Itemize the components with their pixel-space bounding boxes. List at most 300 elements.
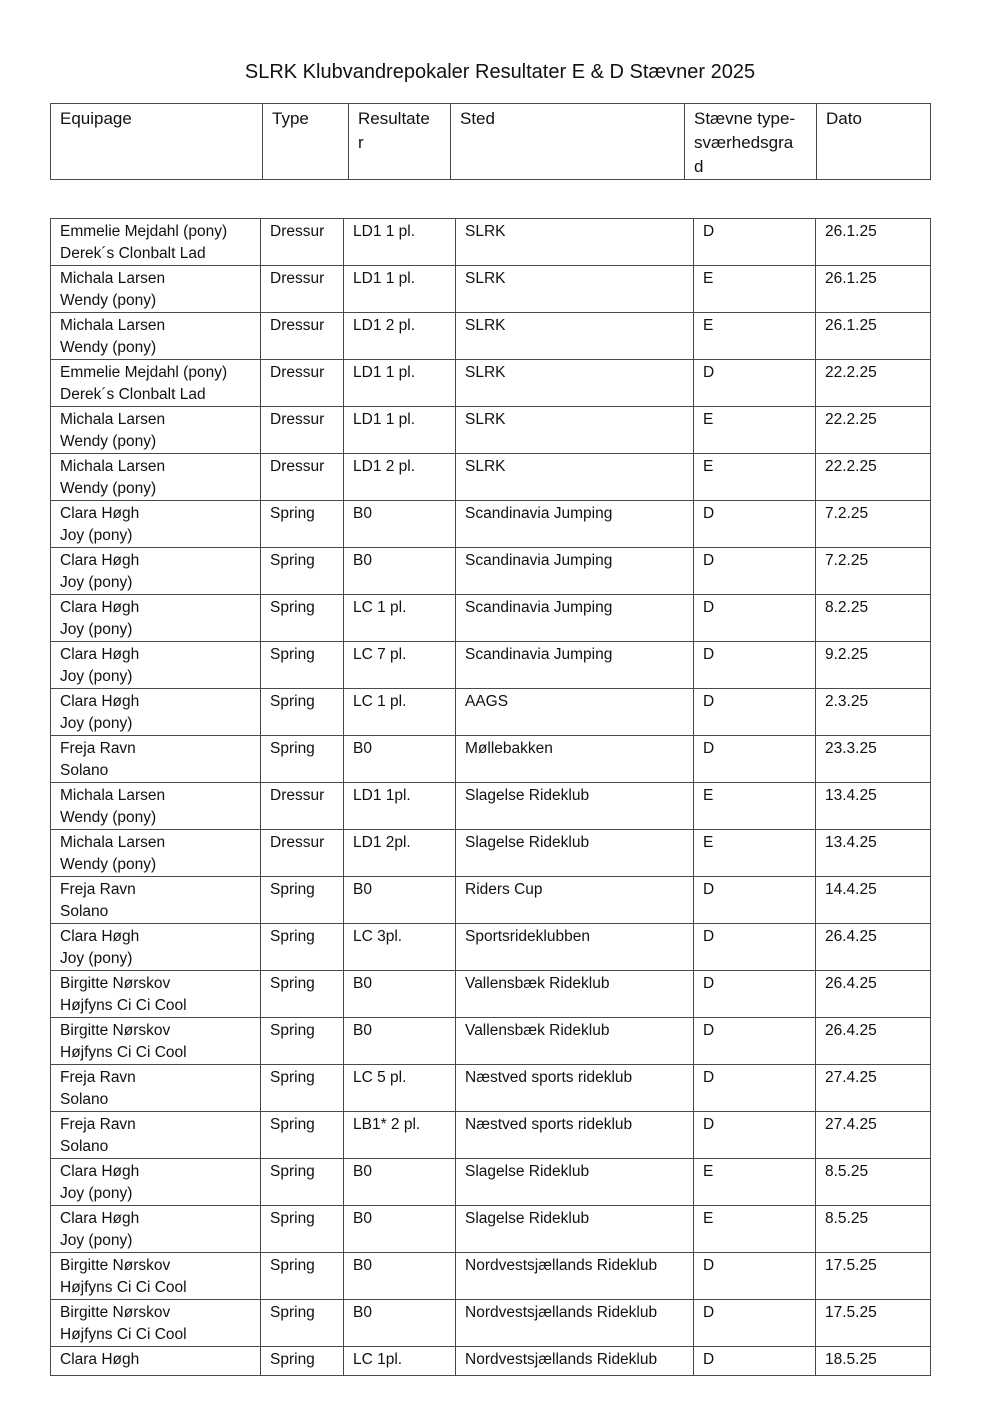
type-cell [261, 266, 344, 313]
horse-name: Højfyns Ci Ci Cool [60, 1044, 187, 1061]
grade-value: E [703, 787, 714, 804]
header-staevne-line2: sværhedsgra [694, 133, 794, 152]
table-row [51, 736, 931, 783]
sted-cell [456, 783, 694, 830]
sted-cell [456, 407, 694, 454]
dato-cell [816, 736, 931, 783]
type-value: Spring [270, 599, 315, 616]
rider-name: Emmelie Mejdahl (pony) [60, 223, 228, 240]
equipage-cell [51, 595, 261, 642]
grade-value: E [703, 411, 714, 428]
table-row [51, 313, 931, 360]
result-value: LC 1 pl. [353, 693, 407, 710]
sted-cell [456, 313, 694, 360]
horse-name: Wendy (pony) [60, 339, 157, 356]
grade-cell [694, 736, 816, 783]
page-title: SLRK Klubvandrepokaler Resultater E & D Stævner 2025 [244, 61, 756, 83]
grade-cell [694, 313, 816, 360]
table-row [51, 1018, 931, 1065]
dato-value: 27.4.25 [825, 1069, 877, 1086]
sted-cell [456, 454, 694, 501]
dato-value: 22.2.25 [825, 411, 877, 428]
horse-name: Joy (pony) [60, 574, 133, 591]
sted-value: Næstved sports rideklub [465, 1116, 633, 1133]
horse-name: Wendy (pony) [60, 433, 157, 450]
sted-value: Slagelse Rideklub [465, 787, 590, 804]
dato-value: 17.5.25 [825, 1257, 877, 1274]
dato-cell [816, 1112, 931, 1159]
horse-name: Joy (pony) [60, 715, 133, 732]
type-cell [261, 642, 344, 689]
type-value: Spring [270, 1163, 315, 1180]
result-cell [344, 1300, 456, 1347]
grade-cell [694, 407, 816, 454]
type-cell [261, 1018, 344, 1065]
table-row [51, 595, 931, 642]
header-equipage [51, 104, 263, 180]
dato-cell [816, 830, 931, 877]
grade-value: E [703, 317, 714, 334]
type-cell [261, 595, 344, 642]
sted-cell [456, 1018, 694, 1065]
grade-value: E [703, 834, 714, 851]
horse-name: Solano [60, 1138, 109, 1155]
type-cell [261, 689, 344, 736]
equipage-cell [51, 548, 261, 595]
grade-value: D [703, 1022, 715, 1039]
equipage-cell [51, 454, 261, 501]
result-value: LC 1 pl. [353, 599, 407, 616]
result-cell [344, 407, 456, 454]
grade-cell [694, 1253, 816, 1300]
equipage-cell [51, 1112, 261, 1159]
result-value: B0 [353, 1210, 372, 1227]
type-cell [261, 830, 344, 877]
header-sted [451, 104, 685, 180]
table-row [51, 548, 931, 595]
dato-value: 26.1.25 [825, 317, 877, 334]
result-value: B0 [353, 975, 372, 992]
dato-value: 9.2.25 [825, 646, 869, 663]
type-value: Spring [270, 740, 315, 757]
grade-value: D [703, 505, 715, 522]
equipage-cell [51, 971, 261, 1018]
grade-cell [694, 830, 816, 877]
type-cell [261, 924, 344, 971]
equipage-cell [51, 1300, 261, 1347]
header-staevne-line3: d [694, 157, 704, 176]
dato-cell [816, 454, 931, 501]
horse-name: Wendy (pony) [60, 480, 157, 497]
grade-value: D [703, 975, 715, 992]
type-cell [261, 454, 344, 501]
dato-cell [816, 548, 931, 595]
result-value: LC 1pl. [353, 1351, 403, 1368]
table-row [51, 407, 931, 454]
sted-value: Sportsrideklubben [465, 928, 590, 945]
sted-value: Slagelse Rideklub [465, 1163, 590, 1180]
horse-name: Joy (pony) [60, 621, 133, 638]
grade-value: D [703, 1304, 715, 1321]
grade-value: E [703, 458, 714, 475]
dato-cell [816, 1159, 931, 1206]
horse-name: Joy (pony) [60, 1232, 133, 1249]
sted-cell [456, 1253, 694, 1300]
sted-cell [456, 501, 694, 548]
result-value: LD1 1 pl. [353, 364, 416, 381]
grade-cell [694, 1206, 816, 1253]
rider-name: Clara Høgh [60, 928, 140, 945]
type-cell [261, 736, 344, 783]
dato-cell [816, 642, 931, 689]
table-row [51, 360, 931, 407]
table-row [51, 1253, 931, 1300]
equipage-cell [51, 501, 261, 548]
sted-value: Nordvestsjællands Rideklub [465, 1351, 658, 1368]
type-cell [261, 407, 344, 454]
table-row [51, 1300, 931, 1347]
table-row [51, 1065, 931, 1112]
sted-cell [456, 219, 694, 266]
sted-value: Scandinavia Jumping [465, 646, 613, 663]
sted-value: Vallensbæk Rideklub [465, 975, 610, 992]
grade-value: D [703, 928, 715, 945]
sted-cell [456, 595, 694, 642]
grade-cell [694, 1112, 816, 1159]
type-value: Spring [270, 1257, 315, 1274]
rider-name: Michala Larsen [60, 834, 166, 851]
type-cell [261, 1065, 344, 1112]
rider-name: Freja Ravn [60, 1116, 136, 1133]
table-row [51, 219, 931, 266]
dato-cell [816, 924, 931, 971]
type-value: Spring [270, 1351, 315, 1368]
type-cell [261, 877, 344, 924]
grade-cell [694, 1300, 816, 1347]
dato-value: 8.5.25 [825, 1210, 869, 1227]
type-cell [261, 313, 344, 360]
dato-cell [816, 501, 931, 548]
type-cell [261, 1112, 344, 1159]
horse-name: Solano [60, 903, 109, 920]
equipage-cell [51, 924, 261, 971]
rider-name: Freja Ravn [60, 1069, 136, 1086]
grade-value: D [703, 740, 715, 757]
table-row [51, 642, 931, 689]
dato-value: 18.5.25 [825, 1351, 877, 1368]
equipage-cell [51, 219, 261, 266]
grade-cell [694, 219, 816, 266]
result-value: B0 [353, 1163, 372, 1180]
rider-name: Michala Larsen [60, 317, 166, 334]
sted-cell [456, 1112, 694, 1159]
header-equipage-label: Equipage [60, 109, 132, 128]
dato-value: 26.4.25 [825, 975, 877, 992]
header-result [349, 104, 451, 180]
rider-name: Michala Larsen [60, 787, 166, 804]
sted-cell [456, 877, 694, 924]
table-row [51, 924, 931, 971]
equipage-cell [51, 1347, 261, 1376]
rider-name: Clara Høgh [60, 552, 140, 569]
rider-name: Clara Høgh [60, 505, 140, 522]
grade-value: D [703, 599, 715, 616]
result-cell [344, 360, 456, 407]
result-cell [344, 1206, 456, 1253]
horse-name: Wendy (pony) [60, 856, 157, 873]
sted-cell [456, 548, 694, 595]
rider-name: Clara Høgh [60, 599, 140, 616]
type-cell [261, 548, 344, 595]
dato-cell [816, 1065, 931, 1112]
result-cell [344, 1018, 456, 1065]
equipage-cell [51, 1253, 261, 1300]
sted-cell [456, 736, 694, 783]
sted-value: Slagelse Rideklub [465, 1210, 590, 1227]
result-cell [344, 736, 456, 783]
type-value: Spring [270, 1069, 315, 1086]
dato-value: 7.2.25 [825, 505, 869, 522]
header-result-line2: r [358, 133, 364, 152]
type-cell [261, 219, 344, 266]
grade-cell [694, 1018, 816, 1065]
rider-name: Freja Ravn [60, 881, 136, 898]
sted-cell [456, 266, 694, 313]
dato-value: 14.4.25 [825, 881, 877, 898]
sted-cell [456, 1347, 694, 1376]
dato-value: 8.2.25 [825, 599, 869, 616]
equipage-cell [51, 689, 261, 736]
equipage-cell [51, 783, 261, 830]
equipage-cell [51, 1018, 261, 1065]
result-value: LD1 1pl. [353, 787, 411, 804]
type-value: Spring [270, 693, 315, 710]
horse-name: Joy (pony) [60, 668, 133, 685]
result-value: LD1 2 pl. [353, 317, 416, 334]
grade-value: E [703, 1210, 714, 1227]
type-cell [261, 1347, 344, 1376]
equipage-cell [51, 266, 261, 313]
grade-value: D [703, 223, 715, 240]
dato-cell [816, 1347, 931, 1376]
type-value: Dressur [270, 364, 325, 381]
result-cell [344, 548, 456, 595]
table-row [51, 1206, 931, 1253]
rider-name: Michala Larsen [60, 270, 166, 287]
rider-name: Birgitte Nørskov [60, 1257, 171, 1274]
grade-cell [694, 1347, 816, 1376]
sted-cell [456, 1300, 694, 1347]
sted-cell [456, 830, 694, 877]
horse-name: Joy (pony) [60, 950, 133, 967]
result-cell [344, 454, 456, 501]
sted-value: SLRK [465, 317, 506, 334]
grade-value: E [703, 1163, 714, 1180]
dato-value: 17.5.25 [825, 1304, 877, 1321]
table-row [51, 971, 931, 1018]
result-value: B0 [353, 505, 372, 522]
result-value: LD1 1 pl. [353, 270, 416, 287]
grade-cell [694, 689, 816, 736]
equipage-cell [51, 360, 261, 407]
result-value: LC 5 pl. [353, 1069, 407, 1086]
dato-cell [816, 783, 931, 830]
table-row [51, 1112, 931, 1159]
result-cell [344, 219, 456, 266]
result-value: B0 [353, 881, 372, 898]
result-value: LD1 2pl. [353, 834, 411, 851]
result-cell [344, 689, 456, 736]
equipage-cell [51, 1206, 261, 1253]
sted-cell [456, 1159, 694, 1206]
grade-cell [694, 1159, 816, 1206]
sted-value: Scandinavia Jumping [465, 599, 613, 616]
result-value: LC 3pl. [353, 928, 403, 945]
dato-cell [816, 360, 931, 407]
rider-name: Birgitte Nørskov [60, 1022, 171, 1039]
sted-value: Nordvestsjællands Rideklub [465, 1257, 658, 1274]
horse-name: Wendy (pony) [60, 292, 157, 309]
rider-name: Clara Høgh [60, 1163, 140, 1180]
result-cell [344, 266, 456, 313]
result-value: LD1 1 pl. [353, 411, 416, 428]
sted-value: SLRK [465, 458, 506, 475]
table-row [51, 783, 931, 830]
dato-value: 26.1.25 [825, 223, 877, 240]
dato-value: 2.3.25 [825, 693, 869, 710]
sted-value: SLRK [465, 270, 506, 287]
grade-value: D [703, 881, 715, 898]
header-dato-label: Dato [826, 109, 862, 128]
result-value: LD1 2 pl. [353, 458, 416, 475]
type-cell [261, 971, 344, 1018]
sted-cell [456, 642, 694, 689]
result-cell [344, 1253, 456, 1300]
result-cell [344, 971, 456, 1018]
rider-name: Clara Høgh [60, 1351, 140, 1368]
grade-cell [694, 454, 816, 501]
table-row [51, 501, 931, 548]
grade-cell [694, 924, 816, 971]
sted-value: Riders Cup [465, 881, 543, 898]
rider-name: Clara Høgh [60, 1210, 140, 1227]
type-value: Dressur [270, 834, 325, 851]
dato-cell [816, 877, 931, 924]
type-value: Spring [270, 928, 315, 945]
rider-name: Birgitte Nørskov [60, 1304, 171, 1321]
type-value: Spring [270, 881, 315, 898]
grade-value: D [703, 364, 715, 381]
type-value: Spring [270, 646, 315, 663]
table-row [51, 1159, 931, 1206]
sted-value: SLRK [465, 411, 506, 428]
type-value: Spring [270, 1304, 315, 1321]
sted-value: Møllebakken [465, 740, 553, 757]
equipage-cell [51, 877, 261, 924]
sted-value: SLRK [465, 223, 506, 240]
horse-name: Solano [60, 1091, 109, 1108]
results-table [50, 218, 931, 1376]
sted-value: AAGS [465, 693, 509, 710]
grade-value: D [703, 1351, 715, 1368]
grade-cell [694, 548, 816, 595]
header-type [263, 104, 349, 180]
rider-name: Clara Høgh [60, 646, 140, 663]
sted-value: Næstved sports rideklub [465, 1069, 633, 1086]
equipage-cell [51, 736, 261, 783]
result-value: B0 [353, 1022, 372, 1039]
header-sted-label: Sted [460, 109, 495, 128]
header-row [51, 104, 931, 180]
dato-value: 26.4.25 [825, 1022, 877, 1039]
dato-cell [816, 407, 931, 454]
header-type-label: Type [272, 109, 309, 128]
dato-value: 22.2.25 [825, 364, 877, 381]
result-cell [344, 783, 456, 830]
equipage-cell [51, 1159, 261, 1206]
result-cell [344, 924, 456, 971]
table-row [51, 454, 931, 501]
sted-cell [456, 1065, 694, 1112]
header-staevne [685, 104, 817, 180]
result-cell [344, 1065, 456, 1112]
type-cell [261, 360, 344, 407]
dato-cell [816, 971, 931, 1018]
dato-value: 7.2.25 [825, 552, 869, 569]
type-cell [261, 1253, 344, 1300]
type-value: Dressur [270, 458, 325, 475]
sted-cell [456, 1206, 694, 1253]
grade-cell [694, 501, 816, 548]
equipage-cell [51, 313, 261, 360]
sted-value: SLRK [465, 364, 506, 381]
dato-value: 23.3.25 [825, 740, 877, 757]
type-value: Spring [270, 1210, 315, 1227]
equipage-cell [51, 407, 261, 454]
dato-cell [816, 1300, 931, 1347]
type-value: Dressur [270, 317, 325, 334]
type-value: Dressur [270, 270, 325, 287]
result-cell [344, 595, 456, 642]
horse-name: Derek´s Clonbalt Lad [60, 386, 206, 403]
dato-value: 27.4.25 [825, 1116, 877, 1133]
type-cell [261, 501, 344, 548]
type-cell [261, 783, 344, 830]
header-staevne-line1: Stævne type- [694, 109, 796, 128]
type-value: Dressur [270, 787, 325, 804]
dato-cell [816, 1206, 931, 1253]
grade-cell [694, 1065, 816, 1112]
equipage-cell [51, 642, 261, 689]
dato-cell [816, 1018, 931, 1065]
type-value: Spring [270, 975, 315, 992]
type-cell [261, 1300, 344, 1347]
table-row [51, 877, 931, 924]
horse-name: Højfyns Ci Ci Cool [60, 1279, 187, 1296]
dato-cell [816, 266, 931, 313]
rider-name: Birgitte Nørskov [60, 975, 171, 992]
equipage-cell [51, 830, 261, 877]
grade-cell [694, 783, 816, 830]
dato-value: 13.4.25 [825, 787, 877, 804]
dato-value: 26.4.25 [825, 928, 877, 945]
dato-cell [816, 313, 931, 360]
type-value: Dressur [270, 223, 325, 240]
result-value: B0 [353, 552, 372, 569]
type-cell [261, 1159, 344, 1206]
dato-cell [816, 1253, 931, 1300]
grade-value: D [703, 1116, 715, 1133]
